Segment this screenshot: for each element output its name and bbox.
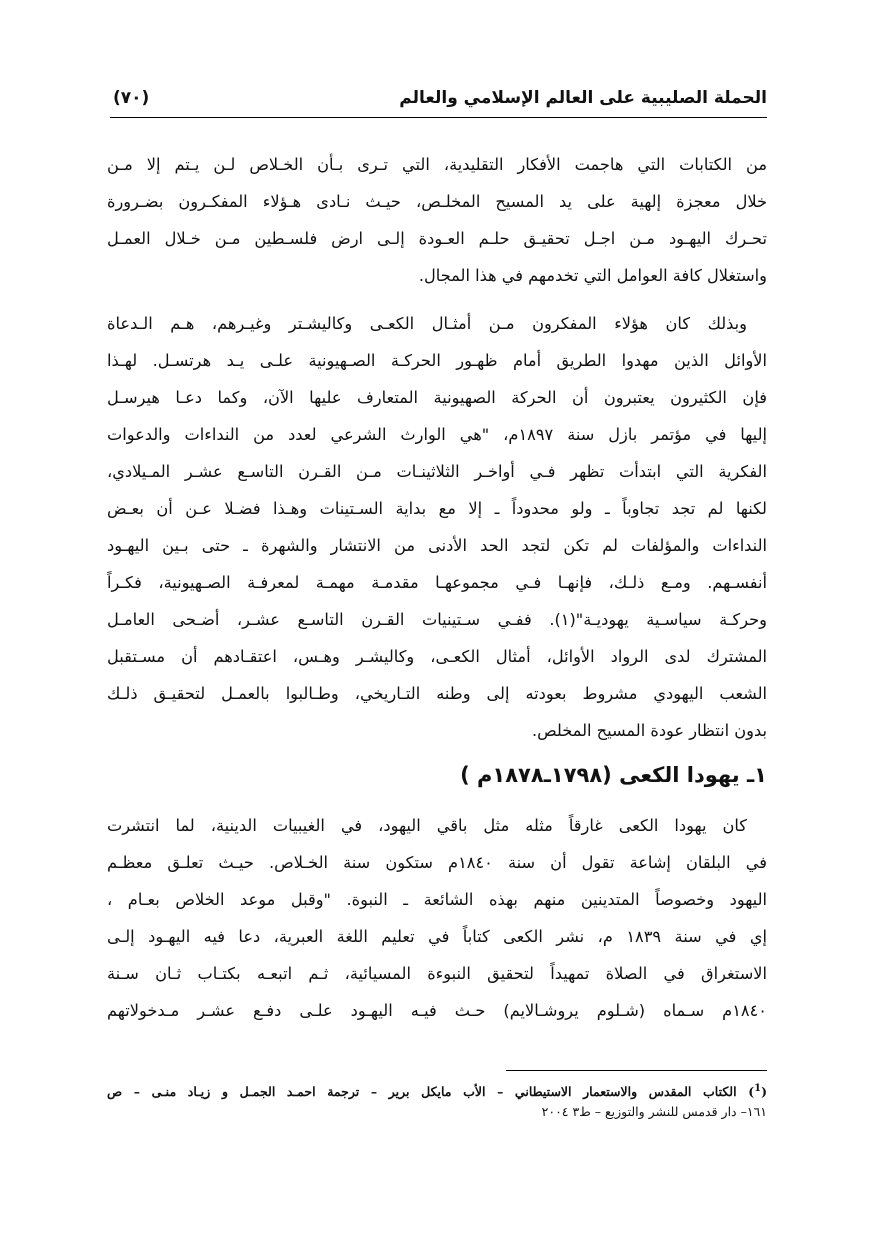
text-line: واستغلال كافة العوامل التي تخدمهم في هذا المجال. bbox=[418, 266, 767, 285]
running-header-title: الحملة الصليبية على العالم الإسلامي والعالم bbox=[399, 88, 767, 108]
section-heading: ١ـ يهودا الكعى (١٧٩٨ـ١٨٧٨م ) bbox=[460, 763, 767, 787]
header-divider bbox=[110, 117, 767, 118]
footnote-line: ١٦١– دار قدمس للنشر والتوزيع – ط٣ ٢٠٠٤ bbox=[541, 1104, 767, 1119]
text-line: كان يهودا الكعى غارقاً مثله مثل باقي اليهود، في الغيبيات الدينية، لما انتشرت bbox=[107, 816, 747, 835]
text-line: الفكرية التي ابتدأت تظهر فـي أواخـر الثلاثينـات مـن القـرن التاسـع عشـر المـيلادي، bbox=[107, 462, 767, 481]
text-line: ١٨٤٠م سـماه (شـلوم يروشـالايم) حـث فيـه اليهـود علـى دفـع عشـر مـدخولاتهم bbox=[107, 1001, 767, 1020]
text-line: أنفسـهم. ومـع ذلـك، فإنهـا فـي مجموعهـا مقدمـة مهمـة لمعرفـة الصـهيونية، فكـراً bbox=[107, 573, 767, 592]
footnote-marker: ($^1$) bbox=[748, 1083, 767, 1100]
text-line: في البلقان إشاعة تقول أن سنة ١٨٤٠م ستكون سنة الخـلاص. حيـث تعلـق معظـم bbox=[107, 853, 767, 872]
footnote-divider bbox=[506, 1070, 767, 1071]
text-line: اليهود وخصوصاً المتدينين منهم بهذه الشائعة ـ النبوة. "وقبل موعد الخلاص بعـام ، bbox=[107, 890, 767, 909]
text-line: إليها في مؤتمر بازل سنة ١٨٩٧م، "هي الوارث الشرعي لعدد من النداءات والدعوات bbox=[107, 425, 767, 444]
text-line: الشعب اليهودي مشروط بعودته إلى وطنه التـاريخي، وطـالبوا بالعمـل لتحقيـق ذلـك bbox=[107, 684, 767, 703]
text-line: الأوائل الذين مهدوا الطريق أمام ظهـور الحركـة الصـهيونية علـى يـد هرتسـل. لهـذا bbox=[107, 351, 767, 370]
text-line: المشترك لدى الرواد الأوائل، أمثال الكعـى، وكاليشـر وهـس، اعتقـادهم أن مسـتقبل bbox=[107, 647, 767, 666]
text-line: النداءات والمؤلفات لم تكن لتجد الحد الأدنى من الانتشار والشهرة ـ حتى بـين اليهـود bbox=[107, 536, 767, 555]
text-line: من الكتابات التي هاجمت الأفكار التقليدية، التي تـرى بـأن الخـلاص لـن يـتم إلا مـن bbox=[107, 155, 767, 174]
running-header bbox=[113, 86, 767, 116]
text-line: بدون انتظار عودة المسيح المخلص. bbox=[531, 721, 767, 740]
text-line: لكنها لم تجد تجاوباً ـ ولو محدوداً ـ إلا مع بداية السـتينات وهـذا فضـلا عـن أن بعـض bbox=[107, 499, 767, 518]
footnote-text: الكتاب المقدس والاستعمار الاستيطاني – الأب مايكل برير – ترجمة احمـد الجمـل و زيـاد منـى – ص bbox=[107, 1084, 737, 1100]
text-line: الاستغراق في الصلاة تمهيداً لتحقيق النبوءة المسيائية، ثـم اتبعـه بكتـاب ثـان سـنة bbox=[107, 964, 767, 983]
text-line: إي في سنة ١٨٣٩ م، نشر الكعى كتاباً في تعليم اللغة العبرية، دعا فيه اليهـود إلـى bbox=[107, 927, 767, 946]
text-line: وبذلك كان هؤلاء المفكرون مـن أمثـال الكعـى وكاليشـتر وغيـرهم، هـم الـدعاة bbox=[107, 314, 747, 333]
text-line: خلال معجزة إلهية على يد المسيح المخلـص، حيـث نـادى هـؤلاء المفكـرون بضـرورة bbox=[107, 192, 767, 211]
text-line: فإن الكثيرون يعتبرون أن الحركة الصهيونية المتعارف عليها الآن، وكما دعـا هيرسـل bbox=[107, 388, 767, 407]
text-line: تحـرك اليهـود مـن اجـل تحقيـق حلـم العـودة إلـى ارض فلسـطين مـن خـلال العمـل bbox=[107, 229, 767, 248]
text-line: وحركـة سياسـية يهوديـة"(١). ففـي سـتينيات القـرن التاسـع عشـر، أضـحى العامـل bbox=[107, 610, 767, 629]
footnote-line bbox=[107, 1080, 767, 1101]
page-number: (٧٠) bbox=[113, 88, 150, 108]
